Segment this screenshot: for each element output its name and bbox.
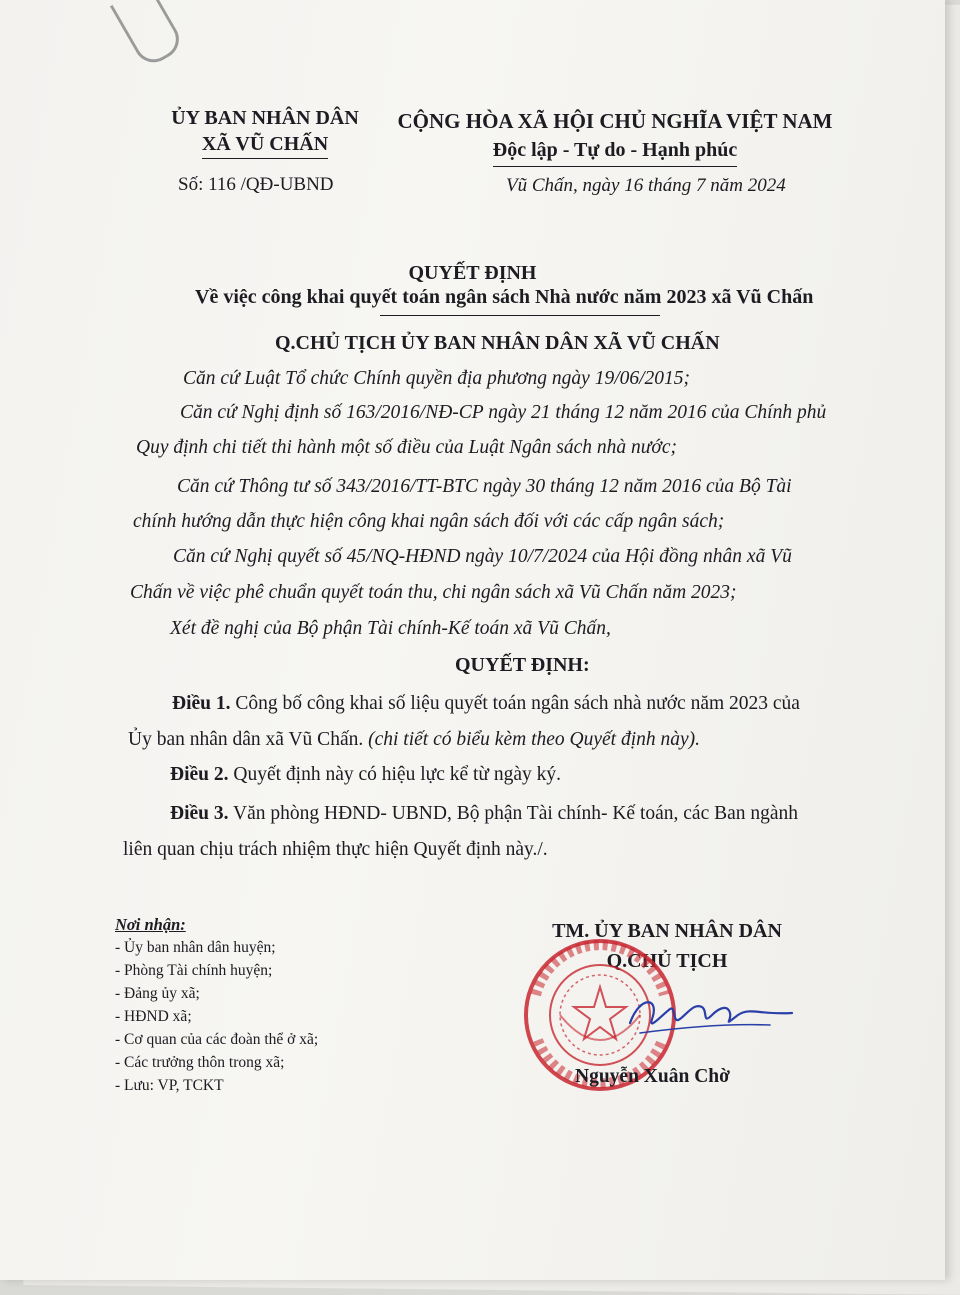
basis-line: chính hướng dẫn thực hiện công khai ngân sách đối với các cấp ngân sách; [133,511,725,532]
recipient-item: - Ủy ban nhân dân huyện; [115,939,276,956]
recipient-item: - Phòng Tài chính huyện; [115,962,273,979]
article-2-label: Điều 2. [170,764,229,785]
article-1-text: Công bố công khai số liệu quyết toán ngân sách nhà nước năm 2023 của [235,693,800,714]
signature-line2: Q.CHỦ TỊCH [606,950,728,972]
basis-line: Xét đề nghị của Bộ phận Tài chính-Kế toán xã Vũ Chấn, [170,618,611,639]
article-1-line1 [172,693,800,715]
issuer-block [165,105,365,159]
article-1-text-cont: Ủy ban nhân dân xã Vũ Chấn. [128,729,364,750]
basis-line: Căn cứ Nghị quyết số 45/NQ-HĐND ngày 10/7/2024 của Hội đồng nhân xã Vũ [173,546,792,567]
recipient-item: - HĐND xã; [115,1008,192,1025]
basis-line: Căn cứ Luật Tổ chức Chính quyền địa phương ngày 19/06/2015; [183,368,691,389]
signer-name: Nguyễn Xuân Chờ [575,1066,730,1087]
issuer-line1: ỦY BAN NHÂN DÂN [171,107,359,129]
basis-line: Căn cứ Thông tư số 343/2016/TT-BTC ngày 30 tháng 12 năm 2016 của Bộ Tài [177,476,792,497]
article-2-text: Quyết định này có hiệu lực kể từ ngày ký. [233,764,562,785]
handwritten-signature-icon [610,985,800,1055]
article-3-label: Điều 3. [170,803,229,824]
document-subject: Về việc công khai quyết toán ngân sách Nhà nước năm 2023 xã Vũ Chấn [195,286,814,308]
article-3-line1 [170,803,798,825]
recipients-block [115,913,318,1097]
paper-clip [110,0,186,70]
subject-underline [380,315,660,316]
document-number: Số: 116 /QĐ-UBND [178,174,334,195]
document-type: QUYẾT ĐỊNH [408,262,537,284]
article-3-text: Văn phòng HĐND- UBND, Bộ phận Tài chính- Kế toán, các Ban ngành [233,803,799,824]
recipient-item: - Đảng ủy xã; [115,985,200,1002]
article-3-line2: liên quan chịu trách nhiệm thực hiện Quyết định này./. [123,839,548,860]
place-date: Vũ Chấn, ngày 16 tháng 7 năm 2024 [506,175,786,196]
basis-line: Chấn về việc phê chuẩn quyết toán thu, chi ngân sách xã Vũ Chấn năm 2023; [130,582,737,603]
issuing-authority: Q.CHỦ TỊCH ỦY BAN NHÂN DÂN XÃ VŨ CHẤN [275,332,720,354]
issuer-line2: XÃ VŨ CHẤN [202,131,328,159]
article-1-note: (chi tiết có biểu kèm theo Quyết định này). [368,729,701,750]
decision-heading: QUYẾT ĐỊNH: [455,654,590,676]
article-2 [170,764,561,786]
recipient-item: - Lưu: VP, TCKT [115,1077,224,1094]
motto: Độc lập - Tự do - Hạnh phúc [493,136,737,167]
basis-line: Quy định chi tiết thi hành một số điều của Luật Ngân sách nhà nước; [136,437,677,458]
recipient-item: - Cơ quan của các đoàn thể ở xã; [115,1031,319,1048]
country-name: CỘNG HÒA XÃ HỘI CHỦ NGHĨA VIỆT NAM [397,109,833,133]
recipient-item: - Các trưởng thôn trong xã; [115,1054,285,1071]
national-motto-block [395,107,835,167]
article-1-line2 [128,729,700,751]
basis-line: Căn cứ Nghị định số 163/2016/NĐ-CP ngày 21 tháng 12 năm 2016 của Chính phủ [180,402,827,423]
article-1-label: Điều 1. [172,693,231,714]
signature-line1: TM. ỦY BAN NHÂN DÂN [552,920,782,942]
recipients-heading: Nơi nhận: [115,915,186,934]
